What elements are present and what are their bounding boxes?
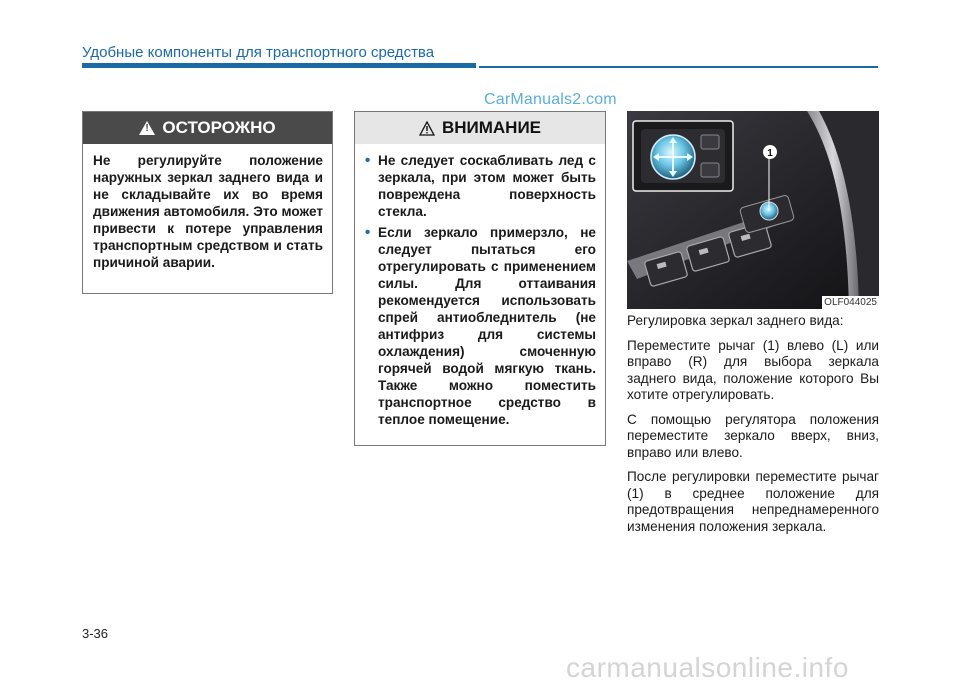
warning-title: ОСТОРОЖНО xyxy=(162,118,276,137)
caution-body xyxy=(355,144,605,428)
page-number: 3-36 xyxy=(82,626,109,641)
caution-title: ВНИМАНИЕ xyxy=(441,118,542,137)
caution-box xyxy=(354,111,606,446)
section-title: Удобные компоненты для транспортного средства xyxy=(82,44,435,61)
instructions-text xyxy=(627,313,879,543)
callout-number: 1 xyxy=(767,148,773,159)
header-rule-thick xyxy=(82,63,476,68)
warning-triangle-icon xyxy=(139,121,155,135)
paragraph: Переместите рычаг (1) влево (L) или вправо (R) для выбора зеркала заднего вида, положение которого Вы хотите отрегулировать. xyxy=(627,337,879,402)
figure-code: OLF044025 xyxy=(824,297,877,308)
paragraph: После регулировки переместите рычаг (1) в среднее положение для предотвращения непреднамеренного изменения положения зеркала. xyxy=(627,469,879,534)
caution-header xyxy=(355,112,605,144)
header-rule-thin xyxy=(479,66,878,68)
mirror-control-figure xyxy=(627,111,879,309)
caution-triangle-icon xyxy=(419,121,435,136)
paragraph: С помощью регулятора положения переместите зеркало вверх, вниз, вправо или влево. xyxy=(627,411,879,460)
caution-item: • Если зеркало примерзло, не следует пытаться его отрегулировать с применением силы. Для оттаивания рекомендуется использовать спрей антиобледнитель (не антифриз для системы охлаждения) смоченную горячей водой мягкую ткань. Также можно поместить транспортное средство в теплое помещение. xyxy=(365,224,596,428)
caution-item: • Не следует соскабливать лед с зеркала, при этом может быть повреждена поверхность стекла. xyxy=(365,152,596,220)
door-panel-illustration xyxy=(627,111,879,309)
warning-box xyxy=(82,111,333,294)
warning-header xyxy=(83,112,332,144)
watermark-top: CarManuals2.com xyxy=(484,91,617,108)
watermark-bottom: carmanualsonline.info xyxy=(566,652,849,683)
paragraph: Регулировка зеркал заднего вида: xyxy=(627,313,844,328)
warning-text: Не регулируйте положение наружных зеркал заднего вида и не складывайте их во время движения автомобиля. Это может привести к потере управления транспортным средством и стать причиной аварии. xyxy=(93,153,323,270)
caution-list xyxy=(365,152,596,428)
